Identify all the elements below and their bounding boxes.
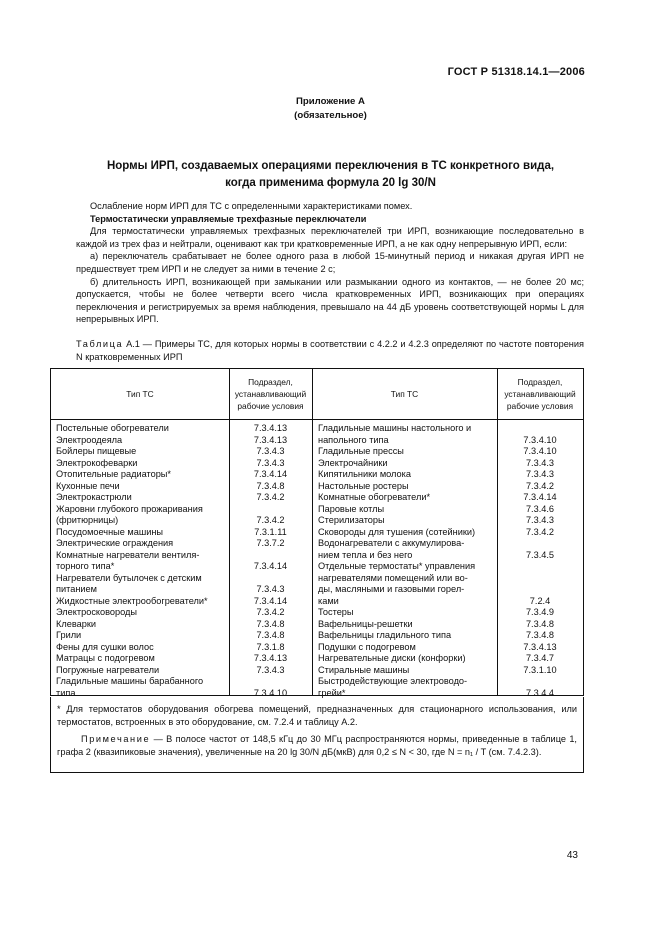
device-type-cell: типа	[56, 687, 76, 698]
table-row	[318, 676, 580, 688]
table-row	[56, 596, 306, 608]
table-row	[56, 642, 306, 654]
col-header-line: устанавливающий	[234, 389, 307, 399]
note-label: Примечание	[81, 734, 151, 744]
table-row	[318, 515, 580, 527]
table-row	[56, 676, 306, 688]
device-type-cell: Матрацы с подогревом	[56, 653, 155, 663]
table-header-divider	[51, 419, 583, 420]
table-row	[318, 607, 580, 619]
table-row	[56, 469, 306, 481]
table-caption-text: А.1 — Примеры ТС, для которых нормы в соответствии с 4.2.2 и 4.2.3 определяют по частоте повторения N кратковременных ИРП	[76, 339, 584, 362]
device-type-cell: Клеварки	[56, 618, 96, 629]
table-row	[318, 481, 580, 493]
device-type-cell: Отопительные радиаторы*	[56, 469, 171, 479]
device-type-cell: ками	[318, 595, 339, 606]
col-header-line: Подраздел,	[517, 377, 563, 387]
section-subtitle: Термостатически управляемые трехфазные переключатели	[90, 213, 367, 224]
section-cell: 7.3.7.2	[256, 538, 285, 548]
examples-table	[50, 368, 584, 696]
section-cell: 7.3.4.2	[256, 492, 285, 502]
device-type-cell: Стиральные машины	[318, 664, 410, 675]
section-cell: 7.3.4.3	[256, 664, 285, 675]
section-cell: 7.3.4.10	[253, 687, 288, 698]
table-row	[318, 423, 580, 435]
col-header-line: рабочие условия	[237, 401, 304, 411]
table-row	[318, 492, 580, 504]
section-cell: 7.3.4.7	[525, 653, 555, 663]
table-row	[318, 596, 580, 608]
section-cell: 7.3.4.2	[256, 515, 285, 525]
col-header-section-left	[229, 376, 312, 412]
table-row	[56, 550, 306, 562]
device-type-cell: Погружные нагреватели	[56, 664, 160, 675]
device-type-cell: Бойлеры пищевые	[56, 446, 137, 456]
section-cell: 7.3.4.10	[523, 446, 557, 456]
body-text	[76, 200, 584, 326]
device-type-cell: Грили	[56, 630, 82, 640]
section-cell: 7.3.4.3	[256, 457, 285, 468]
section-cell: 7.3.4.8	[256, 618, 285, 629]
device-type-cell: Водонагреватели с аккумулирова-	[318, 538, 465, 548]
table-row	[56, 515, 306, 527]
device-type-cell: Отдельные термостаты* управления	[318, 561, 476, 571]
device-type-cell: Электрочайники	[318, 457, 388, 468]
section-cell: 7.3.4.9	[525, 607, 555, 617]
device-type-cell: Гладильные машины барабанного	[56, 676, 204, 686]
section-cell: 7.3.4.3	[256, 584, 285, 594]
table-row	[56, 527, 306, 539]
appendix-status: (обязательное)	[294, 110, 367, 121]
table-footer	[50, 697, 584, 773]
device-type-cell: Электрические ограждения	[56, 538, 174, 548]
section-cell: 7.3.4.14	[253, 595, 288, 606]
table-caption-label: Таблица	[76, 339, 124, 349]
device-type-cell: нием тепла и без него	[318, 549, 413, 560]
section-cell: 7.3.4.13	[253, 434, 288, 445]
table-row	[56, 492, 306, 504]
table-row	[318, 619, 580, 631]
device-type-cell: Электрокофеварки	[56, 457, 138, 468]
paragraph-3: а) переключатель срабатывает не более одного раза в любой 15-минутный период и никакая другая ИРП не предшествует трем ИРП и не следует за ними в течение 2 с;	[76, 251, 584, 274]
device-type-cell: Кухонные печи	[56, 480, 120, 491]
device-type-cell: Посудомоечные машины	[56, 526, 164, 537]
section-cell: 7.2.4	[529, 595, 551, 606]
section-cell: 7.3.4.14	[523, 492, 557, 502]
device-type-cell: Фены для сушки волос	[56, 641, 154, 652]
table-row	[318, 538, 580, 550]
device-type-cell: Нагревательные диски (конфорки)	[318, 653, 466, 663]
section-cell: 7.3.4.8	[525, 618, 555, 629]
device-type-cell: грейи*	[318, 687, 346, 698]
device-type-cell: Постельные обогреватели	[56, 423, 169, 433]
col-header-line: рабочие условия	[506, 401, 574, 411]
table-footnote: * Для термостатов оборудования обогрева помещений, предназначенных для стационарного использования, или термостатов, встроенных в это оборудование, см. 7.2.4 и таблицу А.2.	[57, 704, 577, 727]
table-row	[56, 481, 306, 493]
section-cell: 7.3.4.2	[525, 480, 555, 491]
table-row	[318, 653, 580, 665]
table-row	[56, 446, 306, 458]
col-header-type-right: Тип ТС	[390, 389, 419, 399]
col-header-type-left: Тип ТС	[126, 389, 154, 399]
table-caption	[76, 338, 584, 363]
device-type-cell: (фритюрницы)	[56, 515, 119, 525]
appendix-title: Приложение А	[296, 96, 365, 107]
device-type-cell: Нагреватели бутылочек с детским	[56, 572, 202, 583]
device-type-cell: Сковороды для тушения (сотейники)	[318, 526, 476, 537]
paragraph-2: Для термостатически управляемых трехфазных переключателей три ИРП, возникающие последовательно в каждой из трех фаз и нейтрали, оценивают как три кратковременные ИРП, а не как одну непрерывную ИРП, если:	[76, 226, 584, 249]
device-type-cell: Подушки с подогревом	[318, 641, 416, 652]
section-cell: 7.3.4.13	[523, 641, 557, 652]
table-row	[318, 561, 580, 573]
table-row	[56, 573, 306, 585]
device-type-cell: Вафельницы гладильного типа	[318, 630, 452, 640]
page-number: 43	[566, 850, 578, 861]
section-cell: 7.3.4.6	[525, 503, 555, 514]
table-row	[56, 561, 306, 573]
device-type-cell: Гладильные прессы	[318, 446, 404, 456]
table-row	[56, 607, 306, 619]
section-cell: 7.3.4.14	[253, 561, 288, 571]
table-row	[318, 446, 580, 458]
section-cell: 7.3.4.3	[256, 446, 285, 456]
table-row	[56, 630, 306, 642]
col-header-section-right	[497, 376, 583, 412]
section-cell: 7.3.4.3	[525, 469, 555, 479]
section-cell: 7.3.4.3	[525, 515, 555, 525]
device-type-cell: Настольные ростеры	[318, 480, 409, 491]
section-cell: 7.3.4.2	[525, 526, 555, 537]
device-type-cell: Кипятильники молока	[318, 469, 411, 479]
table-row	[318, 469, 580, 481]
section-cell: 7.3.1.11	[254, 526, 287, 537]
table-note	[57, 733, 577, 758]
table-row	[56, 653, 306, 665]
device-type-cell: нагревателями помещений или во-	[318, 572, 468, 583]
table-row	[56, 423, 306, 435]
device-type-cell: ды, масляными и газовыми горел-	[318, 584, 465, 594]
device-type-cell: питанием	[56, 584, 97, 594]
device-type-cell: напольного типа	[318, 434, 389, 445]
device-type-cell: Электроодеяла	[56, 434, 123, 445]
table-divider	[312, 369, 313, 695]
device-type-cell: Быстродействующие электроводо-	[318, 676, 468, 686]
table-row	[318, 584, 580, 596]
table-row	[56, 584, 306, 596]
section-cell: 7.3.4.14	[253, 469, 288, 479]
table-row	[56, 665, 306, 677]
table-row	[56, 458, 306, 470]
device-type-cell: Электрокастрюли	[56, 492, 132, 502]
section-cell: 7.3.4.8	[525, 630, 555, 640]
section-cell: 7.3.4.3	[525, 457, 555, 468]
section-cell: 7.3.4.13	[253, 653, 288, 663]
table-row	[318, 527, 580, 539]
section-cell: 7.3.4.13	[253, 423, 288, 433]
table-row	[56, 435, 306, 447]
device-type-cell: Комнатные нагреватели вентиля-	[56, 549, 200, 560]
section-cell: 7.3.4.5	[525, 549, 555, 560]
table-row	[318, 573, 580, 585]
section-cell: 7.3.4.8	[256, 480, 285, 491]
page-title-line2: когда применима формула 20 lg 30/N	[225, 177, 436, 189]
table-row	[318, 458, 580, 470]
paragraph-4: б) длительность ИРП, возникающей при замыкании или размыкании одного из контактов, — не более 20 мс; допускается, чтобы не более четверти всего числа кратковременных ИРП, возникающих при операциях переключения и регистрируемых за время наблюдения, превышало на 44 дБ уровень соответствующей нормы L для непрерывных ИРП.	[76, 276, 584, 325]
section-cell: 7.3.4.8	[256, 630, 285, 640]
device-type-cell: Стерилизаторы	[318, 515, 385, 525]
note-text: — В полосе частот от 148,5 кГц до 30 МГц распространяются нормы, приведенные в таблице 1, графа 2 (квазипиковые значения), увеличенные на 20 lg 30/N дБ(мкВ) для 0,2 ≤ N < 30, где N = n₁ / T (см. 7.4.2.3).	[57, 734, 577, 757]
table-row	[318, 665, 580, 677]
table-row	[56, 504, 306, 516]
table-row	[56, 619, 306, 631]
section-cell: 7.3.4.4	[525, 687, 555, 698]
col-header-line: устанавливающий	[504, 389, 576, 399]
section-cell: 7.3.4.10	[523, 434, 557, 445]
device-type-cell: Электросковороды	[56, 607, 138, 617]
device-type-cell: Жидкостные электрообогреватели*	[56, 595, 208, 606]
document-code: ГОСТ Р 51318.14.1—2006	[447, 66, 585, 78]
device-type-cell: Комнатные обогреватели*	[318, 492, 431, 502]
device-type-cell: Гладильные машины настольного и	[318, 423, 472, 433]
device-type-cell: Жаровни глубокого прожаривания	[56, 503, 203, 514]
device-type-cell: Вафельницы-решетки	[318, 618, 413, 629]
section-cell: 7.3.4.2	[256, 607, 285, 617]
device-type-cell: торного типа*	[56, 561, 115, 571]
table-row	[318, 435, 580, 447]
table-row	[318, 642, 580, 654]
table-row	[318, 630, 580, 642]
page-title-line1: Нормы ИРП, создаваемых операциями переключения в ТС конкретного вида,	[106, 160, 555, 172]
table-row	[318, 504, 580, 516]
col-header-line: Подраздел,	[248, 377, 293, 387]
table-row	[318, 550, 580, 562]
section-cell: 7.3.1.8	[256, 641, 285, 652]
device-type-cell: Тостеры	[318, 607, 354, 617]
table-row	[56, 538, 306, 550]
device-type-cell: Паровые котлы	[318, 503, 385, 514]
section-cell: 7.3.1.10	[523, 664, 557, 675]
paragraph-1: Ослабление норм ИРП для ТС с определенными характеристиками помех.	[90, 201, 413, 211]
